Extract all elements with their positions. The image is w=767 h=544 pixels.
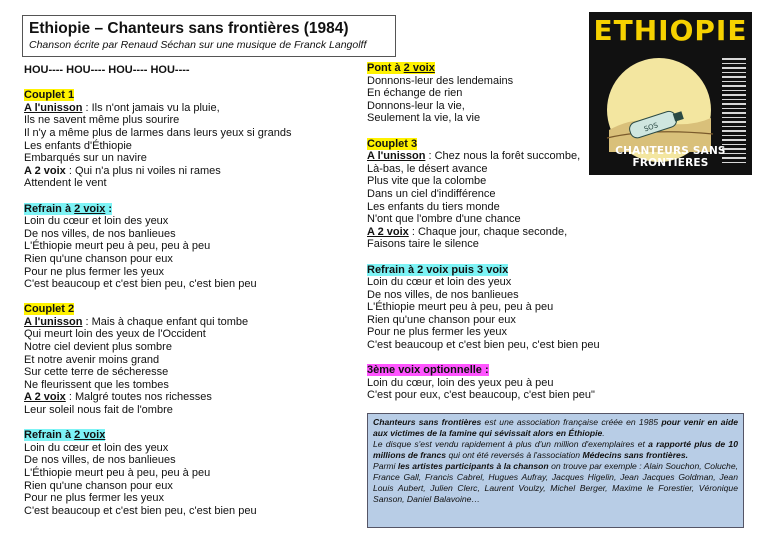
lyric-line: Attendent le vent bbox=[24, 177, 107, 190]
lyric-line: Ils ne savent même plus sourire bbox=[24, 114, 180, 127]
lyric-line: C'est beaucoup et c'est bien peu, c'est bien peu bbox=[24, 504, 257, 517]
lyric-line: Pour ne plus fermer les yeux bbox=[367, 326, 508, 339]
lyric-line: De nos villes, de nos banlieues bbox=[367, 288, 519, 301]
info-box bbox=[367, 413, 744, 528]
lyric-line: En échange de rien bbox=[367, 87, 463, 100]
lyric-line: Loin du cœur et loin des yeux bbox=[24, 441, 169, 454]
lyric-line: Notre ciel devient plus sombre bbox=[24, 341, 172, 354]
third-voice-heading: 3ème voix optionnelle : bbox=[367, 364, 489, 377]
lyric-line: Faisons taire le silence bbox=[367, 238, 479, 251]
lyric-line: A l'unisson : Chez nous la forêt succombe, bbox=[367, 150, 581, 163]
lyric-line: Les enfants d'Éthiopie bbox=[24, 139, 132, 152]
lyric-line: Loin du cœur, loin des yeux peu à peu bbox=[367, 376, 554, 389]
lyric-line: Rien qu'une chanson pour eux bbox=[24, 252, 173, 265]
lyric-line: Donnons-leur la vie, bbox=[367, 99, 465, 112]
album-title: ETHIOPIE bbox=[593, 14, 748, 47]
refrain2-heading: Refrain à 2 voix bbox=[24, 429, 106, 442]
intro-line: HOU---- HOU---- HOU---- HOU---- bbox=[24, 64, 190, 76]
lyric-line: Là-bas, le désert avance bbox=[367, 162, 488, 175]
page-title: Ethiopie – Chanteurs sans frontières (1984) bbox=[29, 20, 349, 37]
info-paragraph: Le disque s'est vendu rapidement à plus d'un million d'exemplaires et a rapporté plus de 10 millions de francs qui ont été reversés à l'association Médecins sans frontières. bbox=[373, 439, 738, 460]
refrain3-heading: Refrain à 2 voix puis 3 voix bbox=[367, 263, 509, 276]
info-paragraph: Chanteurs sans frontières est une association française créée en 1985 pour venir en aide aux victimes de la famine qui sévissait alors en Éthiopie. bbox=[373, 417, 738, 438]
lyric-line: Et notre avenir moins grand bbox=[24, 353, 160, 366]
lyric-line: Ne fleurissent que les tombes bbox=[24, 378, 169, 391]
lyric-line: A 2 voix : Malgré toutes nos richesses bbox=[24, 391, 212, 404]
unison-label: A l'unisson bbox=[24, 315, 83, 328]
lyric-line: De nos villes, de nos banlieues bbox=[24, 454, 176, 467]
lyric-line: Pour ne plus fermer les yeux bbox=[24, 492, 165, 505]
lyric-line: A 2 voix : Qui n'a plus ni voiles ni rames bbox=[24, 164, 221, 177]
couplet3-heading: Couplet 3 bbox=[367, 137, 418, 150]
lyric-line: L'Éthiopie meurt peu à peu, peu à peu bbox=[24, 467, 211, 479]
album-subtitle: CHANTEURS SANS FRONTIERES bbox=[615, 145, 726, 169]
duo-label: A 2 voix bbox=[367, 225, 409, 238]
lyric-line: Loin du cœur et loin des yeux bbox=[367, 276, 512, 289]
lyric-line: A l'unisson : Ils n'ont jamais vu la pluie, bbox=[24, 101, 220, 114]
lyric-line: Rien qu'une chanson pour eux bbox=[367, 313, 516, 326]
album-cover-image bbox=[589, 12, 752, 175]
lyrics-column-left bbox=[24, 64, 354, 517]
refrain1-heading: Refrain à 2 voix : bbox=[24, 202, 113, 215]
lyric-line: Donnons-leur des lendemains bbox=[367, 74, 514, 87]
couplet2-heading: Couplet 2 bbox=[24, 303, 75, 316]
duo-label: A 2 voix bbox=[24, 164, 66, 177]
lyric-line: L'Éthiopie meurt peu à peu, peu à peu bbox=[24, 240, 211, 253]
lyric-line: Rien qu'une chanson pour eux bbox=[24, 479, 173, 492]
lyric-line: Les enfants du tiers monde bbox=[367, 200, 500, 213]
page-subtitle: Chanson écrite par Renaud Séchan sur une musique de Franck Langolff bbox=[29, 39, 367, 51]
lyric-line: Il n'y a même plus de larmes dans leurs yeux si grands bbox=[24, 126, 292, 139]
lyric-line: A 2 voix : Chaque jour, chaque seconde, bbox=[367, 225, 568, 238]
lyric-line: Qui meurt loin des yeux de l'Occident bbox=[24, 328, 206, 341]
pont-heading: Pont à 2 voix bbox=[367, 62, 435, 74]
unison-label: A l'unisson bbox=[24, 101, 83, 114]
lyrics-column-right bbox=[367, 62, 617, 402]
lyric-line: Seulement la vie, la vie bbox=[367, 112, 481, 125]
couplet1-heading: Couplet 1 bbox=[24, 89, 75, 102]
lyric-line: Loin du cœur et loin des yeux bbox=[24, 215, 169, 228]
lyric-line: C'est beaucoup et c'est bien peu, c'est bien peu bbox=[24, 278, 257, 291]
duo-label: A 2 voix bbox=[24, 391, 66, 404]
lyric-line: C'est beaucoup et c'est bien peu, c'est bien peu bbox=[367, 339, 600, 352]
unison-label: A l'unisson bbox=[367, 150, 426, 163]
lyric-line: Plus vite que la colombe bbox=[367, 175, 487, 188]
lyric-line: De nos villes, de nos banlieues bbox=[24, 227, 176, 240]
info-paragraph: Parmi les artistes participants à la chanson on trouve par exemple : Alain Souchon, Coluche, France Gall, Francis Cabrel, Hugues Aufray, Jacques Higelin, Jean Jacques Goldman, Jean Louis Aubert, Julien Clerc, Laurent Voulzy, Michel Berger, Maxime le Forestier, Véronique Sanson, Daniel Balavoine… bbox=[373, 461, 738, 504]
lyric-line: Embarqués sur un navire bbox=[24, 152, 147, 165]
lyric-line: A l'unisson : Mais à chaque enfant qui tombe bbox=[24, 315, 249, 328]
lyric-line: Pour ne plus fermer les yeux bbox=[24, 265, 165, 278]
lyric-line: C'est pour eux, c'est beaucoup, c'est bien peu" bbox=[367, 389, 595, 402]
lyric-line: N'ont que l'ombre d'une chance bbox=[367, 213, 521, 226]
lyric-line: L'Éthiopie meurt peu à peu, peu à peu bbox=[367, 301, 554, 314]
lyric-line: Sur cette terre de sécheresse bbox=[24, 366, 169, 379]
title-box bbox=[22, 15, 396, 57]
svg-text:SOS: SOS bbox=[642, 121, 660, 134]
lyric-line: Leur soleil nous fait de l'ombre bbox=[24, 404, 173, 417]
lyric-line: Dans un ciel d'indifférence bbox=[367, 187, 496, 200]
